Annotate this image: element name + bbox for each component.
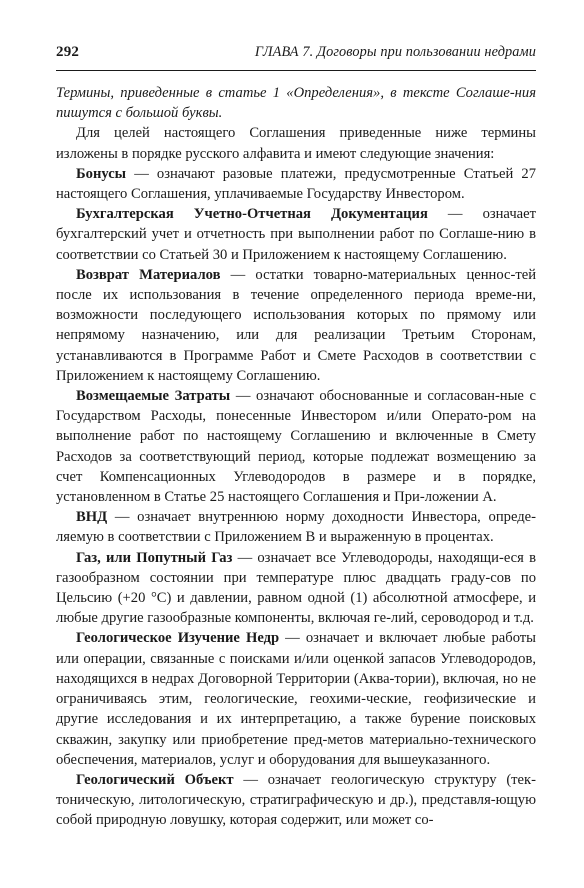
definition-return-of-materials [56, 265, 536, 386]
term-definition: — означает внутреннюю норму доходности Инвестора, опреде-ляемую в соответствии с Приложением В и выраженную в процентах. [56, 509, 536, 546]
term-definition: — означает все Углеводороды, находящи-еся в газообразном состоянии при температуре плюс двадцать граду-сов по Цельсию (+20 °С) и давлении, равном одной (1) абсолютной атмосфере, и любые другие газообразные компоненты, включая ге-лий, сероводород и т.д. [56, 549, 536, 627]
term-name: Возмещаемые Затраты [76, 388, 231, 405]
intro-paragraph [56, 123, 536, 163]
definition-reimbursable-costs [56, 386, 536, 507]
definition-bonuses [56, 164, 536, 204]
definition-gas [56, 548, 536, 629]
definition-geological-study [56, 628, 536, 769]
term-name: Возврат Материалов [76, 266, 221, 283]
definition-accounting-documentation [56, 204, 536, 265]
term-name: Геологический Объект [76, 771, 234, 788]
terms-note [56, 83, 536, 123]
term-definition: — остатки товарно-материальных ценнос-тей после их использования в течение определенного периода време-ни, возможности последующего использования которых по прямому или непрямому назначению, или для реализации Третьим Сторонам, устанавливаются в Программе Работ и Смете Расходов в соответствии с Приложением к настоящему Соглашению. [56, 266, 537, 384]
page-number: 292 [56, 44, 80, 60]
definition-geological-object [56, 770, 536, 831]
term-name: Газ, или Попутный Газ [76, 549, 233, 566]
book-page [56, 44, 536, 831]
term-definition: — означает геологическую структуру (тек-тоническую, литологическую, стратиграфическую и др.), представля-ющую собой природную ловушку, которая содержит, или может со- [56, 771, 536, 829]
intro-text: Для целей настоящего Соглашения приведенные ниже термины изложены в порядке русского алфавита и имеют следующие значения: [56, 125, 536, 162]
chapter-title: ГЛАВА 7. Договоры при пользовании недрами [254, 44, 536, 60]
term-definition: — означает бухгалтерский учет и отчетность при выполнении работ по Соглаше-нию в соответствии со Статьей 30 и Приложением к настоящему Соглашению. [56, 206, 536, 263]
term-name: ВНД [76, 509, 108, 526]
term-name: Геологическое Изучение Недр [76, 630, 280, 647]
term-definition: — означает и включает любые работы или операции, связанные с поисками и/или оценкой запасов Углеводородов, находящихся в недрах Договорной Территории (Аква-тории), включая, но не ограничиваясь этим, геологические, геохими-ческие, геофизические и другие исследования и их интерпретацию, а также бурение поисковых скважин, закупку или приобретение пред-метов материально-технического обеспечения, материалов, услуг и оборудования для вышеуказанного. [56, 630, 536, 768]
term-name: Бонусы [76, 165, 127, 182]
terms-note-text: Термины, приведенные в статье 1 «Определения», в тексте Соглаше-ния пишутся с большой буквы. [56, 85, 536, 122]
body-text [56, 83, 536, 831]
definition-irr [56, 507, 536, 547]
running-header [56, 44, 536, 71]
term-definition: — означают разовые платежи, предусмотренные Статьей 27 настоящего Соглашения, уплачиваемые Государству Инвестором. [56, 165, 536, 203]
term-definition: — означают обоснованные и согласован-ные с Государством Расходы, понесенные Инвестором и/или Операто-ром на выполнение работ по настоящему Соглашению и включенные в Смету Расходов за соответствующий период, которые подлежат возмещению за счет Компенсационных Углеводородов в размере и в порядке, установленном в Статье 25 настоящего Соглашения и При-ложении А. [56, 388, 536, 506]
term-name: Бухгалтерская Учетно-Отчетная Документация [76, 206, 428, 223]
